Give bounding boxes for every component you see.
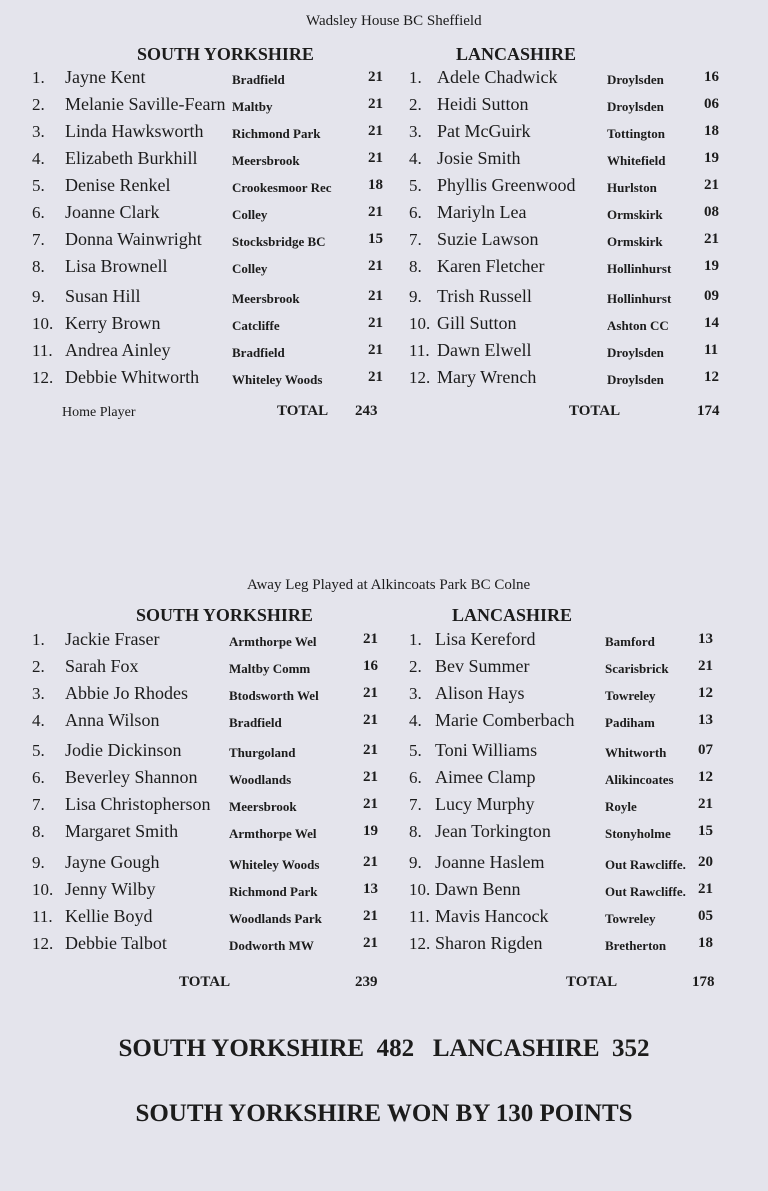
player-number: 9. xyxy=(409,287,422,306)
player-number: 1. xyxy=(409,630,422,649)
player-name: Marie Comberbach xyxy=(435,710,575,730)
player-club: Droylsden xyxy=(607,345,664,360)
aggregate-score: SOUTH YORKSHIRE 482 LANCASHIRE 352 xyxy=(118,1035,650,1062)
player-number: 1. xyxy=(32,68,45,87)
player-club: Out Rawcliffe. xyxy=(605,857,686,872)
player-score: 18 xyxy=(704,123,719,139)
player-number: 8. xyxy=(32,822,45,841)
player-score: 21 xyxy=(363,854,378,870)
player-name: Alison Hays xyxy=(435,683,525,703)
player-score: 08 xyxy=(704,204,719,220)
player-club: Woodlands Park xyxy=(229,911,322,926)
player-number: 7. xyxy=(32,795,45,814)
player-score: 21 xyxy=(363,685,378,701)
player-number: 3. xyxy=(32,684,45,703)
player-number: 4. xyxy=(32,711,45,730)
player-club: Ormskirk xyxy=(607,234,663,249)
home-leg-right-total: 174 xyxy=(697,403,720,419)
player-club: Whiteley Woods xyxy=(232,372,323,387)
away-leg-right-total: 178 xyxy=(692,974,715,990)
player-number: 7. xyxy=(32,230,45,249)
player-name: Lisa Christopherson xyxy=(65,794,211,814)
player-club: Whiteley Woods xyxy=(229,857,320,872)
player-score: 21 xyxy=(368,96,383,112)
player-number: 4. xyxy=(409,149,422,168)
player-score: 21 xyxy=(368,69,383,85)
player-club: Colley xyxy=(232,261,268,276)
player-number: 8. xyxy=(32,257,45,276)
player-club: Hollinhurst xyxy=(607,261,672,276)
player-score: 09 xyxy=(704,288,719,304)
player-name: Jenny Wilby xyxy=(65,879,156,899)
player-number: 11. xyxy=(409,341,430,360)
player-number: 1. xyxy=(409,68,422,87)
player-number: 2. xyxy=(409,95,422,114)
player-number: 7. xyxy=(409,795,422,814)
player-score: 11 xyxy=(704,342,719,358)
player-name: Joanne Clark xyxy=(65,202,160,222)
player-score: 19 xyxy=(704,150,719,166)
player-club: Whitefield xyxy=(607,153,666,168)
player-name: Debbie Talbot xyxy=(65,933,167,953)
player-number: 4. xyxy=(32,149,45,168)
player-name: Donna Wainwright xyxy=(65,229,202,249)
player-name: Sharon Rigden xyxy=(435,933,543,953)
player-score: 21 xyxy=(368,315,383,331)
player-club: Towreley xyxy=(605,688,656,703)
player-score: 12 xyxy=(704,369,719,385)
player-score: 21 xyxy=(363,769,378,785)
player-club: Woodlands xyxy=(229,772,292,787)
player-club: Catcliffe xyxy=(232,318,280,333)
player-name: Sarah Fox xyxy=(65,656,139,676)
away-leg-right-team: LANCASHIRE xyxy=(452,605,573,625)
player-name: Margaret Smith xyxy=(65,821,179,841)
player-number: 12. xyxy=(409,368,431,387)
player-number: 6. xyxy=(32,203,45,222)
player-name: Debbie Whitworth xyxy=(65,367,200,387)
player-club: Stocksbridge BC xyxy=(232,234,326,249)
player-club: Thurgoland xyxy=(229,745,296,760)
player-name: Jayne Gough xyxy=(65,852,160,872)
player-number: 12. xyxy=(32,368,54,387)
player-name: Elizabeth Burkhill xyxy=(65,148,198,168)
player-score: 21 xyxy=(368,369,383,385)
player-score: 21 xyxy=(698,881,713,897)
player-score: 21 xyxy=(363,796,378,812)
player-club: Bradfield xyxy=(232,72,285,87)
player-score: 16 xyxy=(363,658,378,674)
player-name: Mary Wrench xyxy=(437,367,537,387)
player-score: 21 xyxy=(363,935,378,951)
player-name: Joanne Haslem xyxy=(435,852,545,872)
player-name: Kellie Boyd xyxy=(65,906,153,926)
player-number: 9. xyxy=(32,853,45,872)
player-name: Phyllis Greenwood xyxy=(437,175,576,195)
player-club: Maltby Comm xyxy=(229,661,311,676)
player-name: Lisa Brownell xyxy=(65,256,168,276)
player-club: Crookesmoor Rec xyxy=(232,180,332,195)
home-leg-left-team: SOUTH YORKSHIRE xyxy=(137,44,314,64)
player-score: 21 xyxy=(698,796,713,812)
home-leg-left-total-label: TOTAL xyxy=(277,403,329,419)
player-name: Anna Wilson xyxy=(65,710,160,730)
player-club: Alikincoates xyxy=(605,772,674,787)
player-number: 8. xyxy=(409,822,422,841)
player-name: Aimee Clamp xyxy=(435,767,536,787)
player-club: Maltby xyxy=(232,99,273,114)
player-club: Out Rawcliffe. xyxy=(605,884,686,899)
home-leg-venue: Wadsley House BC Sheffield xyxy=(306,13,482,29)
player-number: 6. xyxy=(409,768,422,787)
player-score: 21 xyxy=(363,631,378,647)
player-score: 15 xyxy=(698,823,713,839)
player-club: Armthorpe Wel xyxy=(229,826,317,841)
player-name: Toni Williams xyxy=(435,740,538,760)
player-club: Meersbrook xyxy=(229,799,297,814)
player-number: 10. xyxy=(409,880,431,899)
player-score: 21 xyxy=(704,177,719,193)
player-name: Beverley Shannon xyxy=(65,767,198,787)
player-number: 4. xyxy=(409,711,422,730)
player-number: 11. xyxy=(32,341,53,360)
player-name: Andrea Ainley xyxy=(65,340,171,360)
player-name: Trish Russell xyxy=(437,286,532,306)
player-club: Bradfield xyxy=(232,345,285,360)
player-club: Scarisbrick xyxy=(605,661,669,676)
player-score: 21 xyxy=(368,258,383,274)
player-number: 5. xyxy=(32,741,45,760)
player-score: 18 xyxy=(698,935,713,951)
player-name: Lisa Kereford xyxy=(435,629,536,649)
player-number: 7. xyxy=(409,230,422,249)
player-club: Padiham xyxy=(605,715,655,730)
player-name: Pat McGuirk xyxy=(437,121,531,141)
player-number: 12. xyxy=(409,934,431,953)
player-score: 06 xyxy=(704,96,719,112)
player-name: Adele Chadwick xyxy=(437,67,558,87)
player-club: Meersbrook xyxy=(232,153,300,168)
player-score: 21 xyxy=(363,712,378,728)
home-leg-right-team: LANCASHIRE xyxy=(456,44,577,64)
player-name: Linda Hawksworth xyxy=(65,121,204,141)
player-score: 21 xyxy=(363,742,378,758)
player-number: 12. xyxy=(32,934,54,953)
player-score: 12 xyxy=(698,769,713,785)
player-number: 9. xyxy=(409,853,422,872)
player-score: 19 xyxy=(704,258,719,274)
home-leg-right-total-label: TOTAL xyxy=(569,403,621,419)
player-club: Whitworth xyxy=(605,745,667,760)
player-name: Karen Fletcher xyxy=(437,256,545,276)
player-club: Ormskirk xyxy=(607,207,663,222)
player-number: 5. xyxy=(409,176,422,195)
player-number: 9. xyxy=(32,287,45,306)
player-number: 2. xyxy=(409,657,422,676)
player-club: Droylsden xyxy=(607,372,664,387)
player-score: 21 xyxy=(368,288,383,304)
player-score: 07 xyxy=(698,742,713,758)
player-club: Droylsden xyxy=(607,99,664,114)
player-club: Colley xyxy=(232,207,268,222)
player-club: Tottington xyxy=(607,126,666,141)
player-number: 10. xyxy=(32,314,54,333)
player-score: 13 xyxy=(363,881,378,897)
player-number: 3. xyxy=(409,122,422,141)
player-number: 10. xyxy=(32,880,54,899)
player-number: 11. xyxy=(32,907,53,926)
player-name: Kerry Brown xyxy=(65,313,161,333)
away-leg-left-total-label: TOTAL xyxy=(179,974,231,990)
player-score: 05 xyxy=(698,908,713,924)
player-score: 15 xyxy=(368,231,383,247)
player-club: Ashton CC xyxy=(607,318,669,333)
player-score: 13 xyxy=(698,712,713,728)
player-number: 5. xyxy=(409,741,422,760)
player-name: Lucy Murphy xyxy=(435,794,535,814)
player-club: Bamford xyxy=(605,634,655,649)
player-number: 8. xyxy=(409,257,422,276)
player-number: 3. xyxy=(409,684,422,703)
player-club: Droylsden xyxy=(607,72,664,87)
player-number: 11. xyxy=(409,907,430,926)
player-club: Bretherton xyxy=(605,938,667,953)
player-name: Dawn Elwell xyxy=(437,340,532,360)
away-leg-left-total: 239 xyxy=(355,974,378,990)
player-club: Towreley xyxy=(605,911,656,926)
away-leg-right-total-label: TOTAL xyxy=(566,974,618,990)
player-name: Josie Smith xyxy=(437,148,521,168)
player-score: 21 xyxy=(368,204,383,220)
player-number: 6. xyxy=(409,203,422,222)
home-player-note: Home Player xyxy=(62,405,136,420)
player-score: 19 xyxy=(363,823,378,839)
home-leg-left-total: 243 xyxy=(355,403,378,419)
player-club: Royle xyxy=(605,799,637,814)
player-name: Denise Renkel xyxy=(65,175,171,195)
player-score: 18 xyxy=(368,177,383,193)
player-club: Meersbrook xyxy=(232,291,300,306)
player-name: Suzie Lawson xyxy=(437,229,539,249)
player-name: Bev Summer xyxy=(435,656,530,676)
player-score: 14 xyxy=(704,315,719,331)
player-name: Jackie Fraser xyxy=(65,629,160,649)
match-result: SOUTH YORKSHIRE WON BY 130 POINTS xyxy=(135,1100,633,1127)
away-leg-left-team: SOUTH YORKSHIRE xyxy=(136,605,313,625)
player-score: 16 xyxy=(704,69,719,85)
player-number: 10. xyxy=(409,314,431,333)
player-club: Hurlston xyxy=(607,180,657,195)
player-number: 5. xyxy=(32,176,45,195)
player-name: Jayne Kent xyxy=(65,67,146,87)
player-name: Dawn Benn xyxy=(435,879,521,899)
player-club: Dodworth MW xyxy=(229,938,314,953)
player-name: Mavis Hancock xyxy=(435,906,549,926)
away-leg-venue: Away Leg Played at Alkincoats Park BC Colne xyxy=(247,577,531,593)
player-score: 21 xyxy=(368,123,383,139)
player-number: 2. xyxy=(32,95,45,114)
player-score: 21 xyxy=(704,231,719,247)
player-club: Armthorpe Wel xyxy=(229,634,317,649)
player-club: Richmond Park xyxy=(232,126,321,141)
player-name: Jodie Dickinson xyxy=(65,740,182,760)
player-score: 12 xyxy=(698,685,713,701)
player-name: Abbie Jo Rhodes xyxy=(65,683,188,703)
player-score: 21 xyxy=(363,908,378,924)
player-number: 2. xyxy=(32,657,45,676)
player-number: 6. xyxy=(32,768,45,787)
player-club: Richmond Park xyxy=(229,884,318,899)
player-name: Gill Sutton xyxy=(437,313,517,333)
player-score: 21 xyxy=(368,342,383,358)
player-name: Melanie Saville-Fearn xyxy=(65,94,226,114)
player-score: 21 xyxy=(368,150,383,166)
player-name: Heidi Sutton xyxy=(437,94,529,114)
player-club: Bradfield xyxy=(229,715,282,730)
player-score: 20 xyxy=(698,854,713,870)
player-name: Jean Torkington xyxy=(435,821,551,841)
player-number: 1. xyxy=(32,630,45,649)
player-score: 21 xyxy=(698,658,713,674)
player-number: 3. xyxy=(32,122,45,141)
player-club: Btodsworth Wel xyxy=(229,688,319,703)
player-club: Stonyholme xyxy=(605,826,671,841)
player-club: Hollinhurst xyxy=(607,291,672,306)
player-score: 13 xyxy=(698,631,713,647)
player-name: Mariyln Lea xyxy=(437,202,527,222)
player-name: Susan Hill xyxy=(65,286,141,306)
